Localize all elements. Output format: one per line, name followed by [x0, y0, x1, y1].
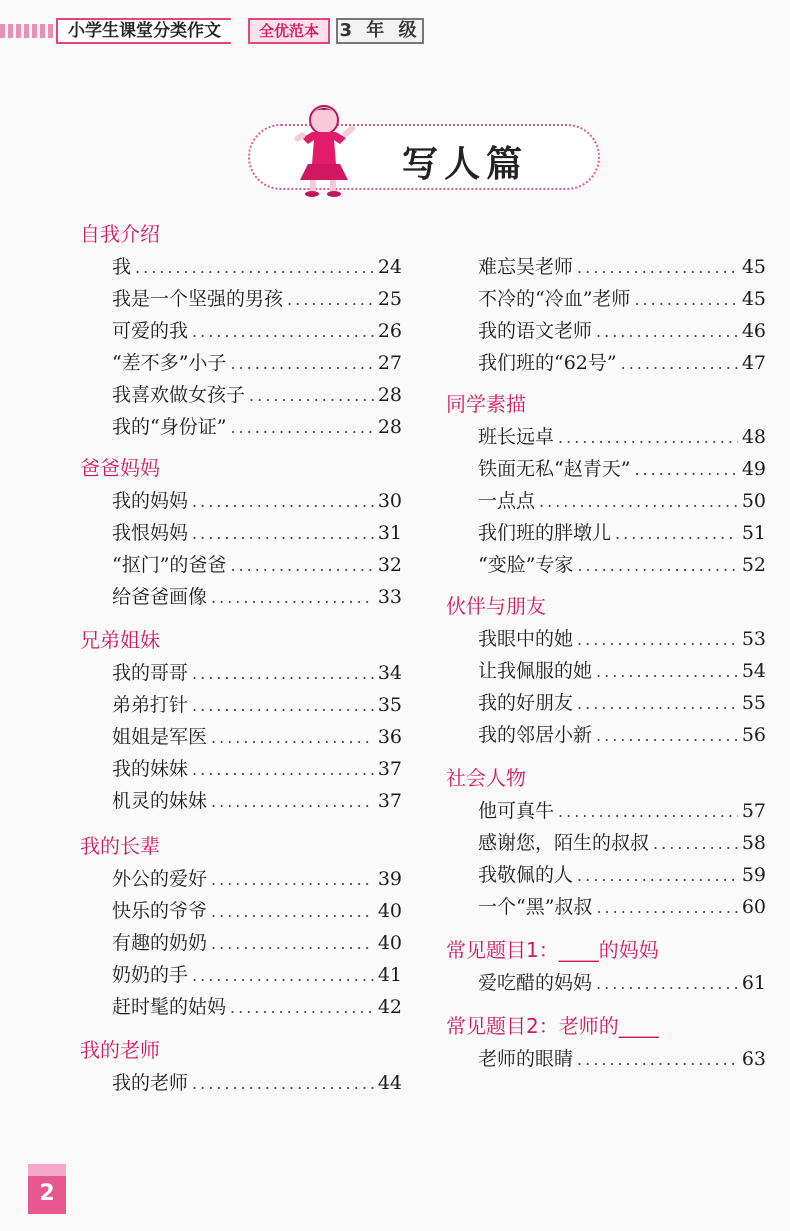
leader-dots	[192, 696, 374, 715]
entry-page: 32	[377, 554, 402, 576]
entry-page: 50	[741, 490, 766, 512]
page-number-text: 2	[39, 1181, 55, 1206]
entry-page: 53	[741, 628, 766, 650]
entry-page: 36	[377, 726, 402, 748]
toc-entry[interactable]	[478, 348, 766, 374]
page-number	[28, 1164, 66, 1214]
entry-label: 让我佩服的她	[478, 660, 593, 682]
entry-page: 49	[741, 458, 766, 480]
toc-entry[interactable]	[112, 786, 402, 812]
leader-dots	[192, 1074, 374, 1093]
toc-entry[interactable]	[112, 690, 402, 716]
entry-label: 我的“身份证”	[112, 416, 227, 438]
entry-page: 56	[741, 724, 766, 746]
section-title: 同学素描	[446, 392, 526, 416]
entry-label: 赶时髦的姑妈	[112, 996, 227, 1018]
entry-page: 42	[377, 996, 402, 1018]
entry-page: 35	[377, 694, 402, 716]
entry-label: 给爸爸画像	[112, 586, 208, 608]
leader-dots	[577, 866, 738, 885]
toc-entry[interactable]	[478, 968, 766, 994]
section-banner	[248, 124, 600, 190]
girl-illustration-icon	[272, 98, 372, 198]
entry-label: 不冷的“冷血”老师	[478, 288, 631, 310]
section-title: 兄弟姐妹	[80, 628, 160, 652]
entry-label: 我的好朋友	[478, 692, 574, 714]
leader-dots	[287, 290, 374, 309]
entry-label: 爱吃醋的妈妈	[478, 972, 593, 994]
leader-dots	[577, 630, 738, 649]
toc-entry[interactable]	[478, 720, 766, 746]
leader-dots	[211, 792, 374, 811]
header-decoration	[0, 24, 60, 38]
section-title: 常见题目1：____的妈妈	[446, 938, 659, 962]
toc-entry[interactable]	[478, 656, 766, 682]
toc-entry[interactable]	[478, 252, 766, 278]
section-title: 我的老师	[80, 1038, 160, 1062]
toc-entry[interactable]	[112, 754, 402, 780]
entry-label: “变脸”专家	[478, 554, 574, 576]
entry-page: 60	[741, 896, 766, 918]
entry-page: 40	[377, 900, 402, 922]
entry-page: 51	[741, 522, 766, 544]
toc-entry[interactable]	[112, 928, 402, 954]
grade-label: 3 年 级	[336, 18, 424, 44]
leader-dots	[539, 492, 738, 511]
entry-label: 有趣的奶奶	[112, 932, 208, 954]
leader-dots	[192, 492, 374, 511]
entry-page: 63	[741, 1048, 766, 1070]
toc-entry[interactable]	[478, 892, 766, 918]
leader-dots	[249, 386, 374, 405]
leader-dots	[558, 428, 738, 447]
toc-entry[interactable]	[478, 316, 766, 342]
entry-label: 老师的眼睛	[478, 1048, 574, 1070]
entry-label: 我恨妈妈	[112, 522, 189, 544]
toc-entry[interactable]	[112, 896, 402, 922]
entry-label: 外公的爱好	[112, 868, 208, 890]
toc-entry[interactable]	[112, 486, 402, 512]
page-title: 写人篇	[402, 144, 529, 185]
section-title: 社会人物	[446, 766, 526, 790]
entry-label: 我的老师	[112, 1072, 189, 1094]
entry-label: 快乐的爷爷	[112, 900, 208, 922]
toc-entry[interactable]	[112, 284, 402, 310]
entry-label: 机灵的妹妹	[112, 790, 208, 812]
toc-entry[interactable]	[112, 380, 402, 406]
leader-dots	[192, 322, 374, 341]
entry-page: 24	[377, 256, 402, 278]
series-tag: 全优范本	[248, 18, 330, 44]
toc-entry[interactable]	[112, 348, 402, 374]
leader-dots	[230, 354, 373, 373]
entry-page: 46	[741, 320, 766, 342]
entry-label: 难忘吴老师	[478, 256, 574, 278]
toc-entry[interactable]	[478, 624, 766, 650]
entry-page: 48	[741, 426, 766, 448]
entry-label: 我	[112, 256, 132, 278]
entry-page: 61	[741, 972, 766, 994]
leader-dots	[558, 802, 738, 821]
toc-entry[interactable]	[478, 486, 766, 512]
leader-dots	[192, 760, 374, 779]
toc-entry[interactable]	[112, 658, 402, 684]
toc-entry[interactable]	[478, 796, 766, 822]
leader-dots	[211, 870, 374, 889]
entry-page: 27	[377, 352, 402, 374]
leader-dots	[596, 662, 738, 681]
leader-dots	[211, 588, 374, 607]
toc-entry[interactable]	[112, 412, 402, 438]
entry-label: 一个“黑”叔叔	[478, 896, 593, 918]
leader-dots	[634, 290, 737, 309]
entry-label: 我眼中的她	[478, 628, 574, 650]
leader-dots	[577, 556, 737, 575]
entry-label: “抠门”的爸爸	[112, 554, 227, 576]
toc-entry[interactable]	[112, 252, 402, 278]
toc-entry[interactable]	[112, 722, 402, 748]
leader-dots	[621, 354, 738, 373]
leader-dots	[230, 418, 373, 437]
leader-dots	[634, 460, 737, 479]
entry-page: 28	[377, 416, 402, 438]
leader-dots	[211, 934, 374, 953]
leader-dots	[192, 966, 374, 985]
entry-label: 我们班的胖墩儿	[478, 522, 612, 544]
entry-page: 41	[377, 964, 402, 986]
entry-page: 39	[377, 868, 402, 890]
entry-page: 45	[741, 256, 766, 278]
leader-dots	[135, 258, 374, 277]
entry-page: 54	[741, 660, 766, 682]
page-header	[0, 14, 790, 50]
entry-label: 可爱的我	[112, 320, 189, 342]
leader-dots	[577, 258, 738, 277]
entry-page: 47	[741, 352, 766, 374]
entry-label: 我们班的“62号”	[478, 352, 617, 374]
entry-page: 57	[741, 800, 766, 822]
entry-page: 34	[377, 662, 402, 684]
entry-page: 37	[377, 790, 402, 812]
entry-label: “差不多”小子	[112, 352, 227, 374]
entry-label: 班长远卓	[478, 426, 555, 448]
entry-page: 26	[377, 320, 402, 342]
leader-dots	[596, 898, 737, 917]
entry-label: 铁面无私“赵青天”	[478, 458, 631, 480]
entry-label: 感谢您，陌生的叔叔	[478, 832, 650, 854]
entry-page: 31	[377, 522, 402, 544]
leader-dots	[653, 834, 738, 853]
leader-dots	[192, 664, 374, 683]
toc-entry[interactable]	[478, 422, 766, 448]
entry-label: 一点点	[478, 490, 536, 512]
entry-label: 我敬佩的人	[478, 864, 574, 886]
toc-entry[interactable]	[478, 828, 766, 854]
entry-label: 我的语文老师	[478, 320, 593, 342]
entry-label: 他可真牛	[478, 800, 555, 822]
section-title: 爸爸妈妈	[80, 456, 160, 480]
entry-page: 37	[377, 758, 402, 780]
toc-entry[interactable]	[112, 1068, 402, 1094]
entry-label: 我的哥哥	[112, 662, 189, 684]
toc-entry[interactable]	[112, 316, 402, 342]
toc-entry[interactable]	[478, 860, 766, 886]
entry-page: 28	[377, 384, 402, 406]
entry-label: 我的妹妹	[112, 758, 189, 780]
toc-entry[interactable]	[112, 864, 402, 890]
leader-dots	[230, 556, 373, 575]
toc-entry[interactable]	[112, 582, 402, 608]
toc-entry[interactable]	[478, 550, 766, 576]
entry-page: 52	[741, 554, 766, 576]
section-title: 自我介绍	[80, 222, 160, 246]
toc-entry[interactable]	[478, 1044, 766, 1070]
toc-entry[interactable]	[478, 284, 766, 310]
leader-dots	[577, 694, 738, 713]
entry-label: 我喜欢做女孩子	[112, 384, 246, 406]
entry-label: 奶奶的手	[112, 964, 189, 986]
toc-entry[interactable]	[112, 992, 402, 1018]
leader-dots	[230, 998, 374, 1017]
entry-label: 我的邻居小新	[478, 724, 593, 746]
entry-page: 33	[377, 586, 402, 608]
toc-entry[interactable]	[478, 454, 766, 480]
toc-entry[interactable]	[112, 960, 402, 986]
leader-dots	[211, 902, 374, 921]
entry-page: 40	[377, 932, 402, 954]
entry-page: 55	[741, 692, 766, 714]
entry-page: 44	[377, 1072, 402, 1094]
entry-page: 59	[741, 864, 766, 886]
toc-entry[interactable]	[478, 688, 766, 714]
entry-page: 58	[741, 832, 766, 854]
entry-page: 45	[741, 288, 766, 310]
entry-label: 我是一个坚强的男孩	[112, 288, 284, 310]
series-title: 小学生课堂分类作文	[56, 18, 231, 44]
leader-dots	[577, 1050, 738, 1069]
entry-page: 30	[377, 490, 402, 512]
toc-entry[interactable]	[112, 550, 402, 576]
entry-label: 弟弟打针	[112, 694, 189, 716]
toc-entry[interactable]	[478, 518, 766, 544]
leader-dots	[596, 726, 738, 745]
entry-label: 我的妈妈	[112, 490, 189, 512]
leader-dots	[596, 322, 738, 341]
section-title: 我的长辈	[80, 834, 160, 858]
leader-dots	[211, 728, 374, 747]
section-title: 常见题目2：老师的____	[446, 1014, 659, 1038]
entry-label: 姐姐是军医	[112, 726, 208, 748]
leader-dots	[615, 524, 738, 543]
toc-entry[interactable]	[112, 518, 402, 544]
leader-dots	[596, 974, 738, 993]
leader-dots	[192, 524, 374, 543]
entry-page: 25	[377, 288, 402, 310]
section-title: 伙伴与朋友	[446, 594, 546, 618]
